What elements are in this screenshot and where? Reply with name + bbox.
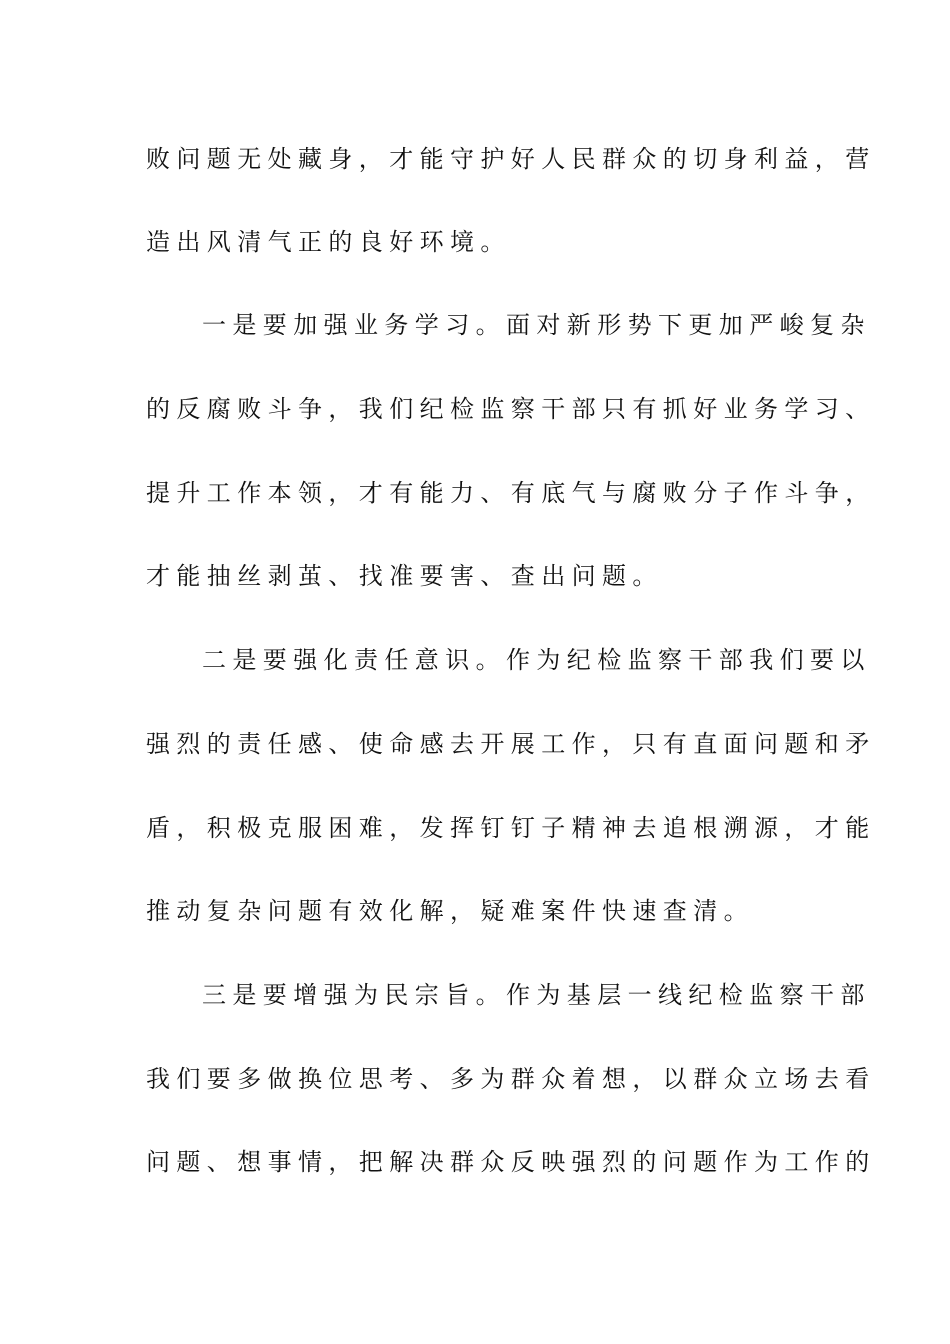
text-line: 才能抽丝剥茧、找准要害、查出问题。 — [146, 562, 663, 590]
text-line: 我们要多做换位思考、多为群众着想，以群众立场去看 — [146, 1065, 876, 1093]
paragraph-heading-line: 三是要增强为民宗旨。作为基层一线纪检监察干部 — [202, 981, 871, 1009]
text-line: 问题、想事情，把解决群众反映强烈的问题作为工作的 — [146, 1148, 876, 1176]
text-line: 提升工作本领，才有能力、有底气与腐败分子作斗争， — [146, 479, 876, 507]
text-line: 强烈的责任感、使命感去开展工作，只有直面问题和矛 — [146, 730, 876, 758]
text-line: 造出风清气正的良好环境。 — [146, 228, 511, 256]
text-line: 的反腐败斗争，我们纪检监察干部只有抓好业务学习、 — [146, 395, 876, 423]
text-line: 推动复杂问题有效化解，疑难案件快速查清。 — [146, 897, 754, 925]
paragraph-heading-line: 二是要强化责任意识。作为纪检监察干部我们要以 — [202, 646, 871, 674]
text-line: 败问题无处藏身，才能守护好人民群众的切身利益，营 — [146, 145, 876, 173]
paragraph-heading-line: 一是要加强业务学习。面对新形势下更加严峻复杂 — [202, 311, 871, 339]
text-line: 盾，积极克服困难，发挥钉钉子精神去追根溯源，才能 — [146, 814, 876, 842]
